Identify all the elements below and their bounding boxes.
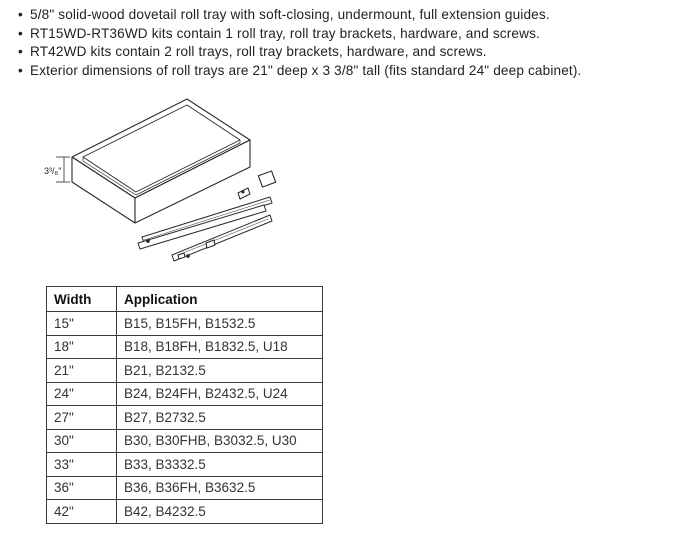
application-cell: B24, B24FH, B2432.5, U24 <box>117 382 323 406</box>
application-table <box>46 286 323 524</box>
table-row <box>47 382 323 406</box>
bullet-icon: • <box>18 44 23 59</box>
width-cell: 36" <box>47 476 117 500</box>
application-cell: B18, B18FH, B1832.5, U18 <box>117 335 323 359</box>
application-cell: B27, B2732.5 <box>117 406 323 430</box>
width-cell: 18" <box>47 335 117 359</box>
bracket <box>258 171 275 187</box>
width-cell: 30" <box>47 429 117 453</box>
width-cell: 33" <box>47 453 117 477</box>
feature-item <box>18 25 581 44</box>
feature-item <box>18 43 581 62</box>
feature-text: RT15WD-RT36WD kits contain 1 roll tray, roll tray brackets, hardware, and screws. <box>30 25 540 41</box>
table-row <box>47 453 323 477</box>
feature-text: Exterior dimensions of roll trays are 21" deep x 3 3/8" tall (fits standard 24" deep cabinet). <box>30 62 582 78</box>
table-row <box>47 500 323 524</box>
feature-text: RT42WD kits contain 2 roll trays, roll tray brackets, hardware, and screws. <box>30 44 487 59</box>
table-header-row <box>47 287 323 312</box>
roll-tray-drawing <box>38 95 288 275</box>
application-cell: B21, B2132.5 <box>117 359 323 383</box>
table-row <box>47 312 323 336</box>
width-cell: 27" <box>47 406 117 430</box>
width-cell: 21" <box>47 359 117 383</box>
width-cell: 15" <box>47 312 117 336</box>
table-row <box>47 406 323 430</box>
table-row <box>47 429 323 453</box>
feature-text: 5/8" solid-wood dovetail roll tray with soft-closing, undermount, full extension guides. <box>30 7 550 22</box>
feature-list <box>18 6 581 80</box>
bullet-icon: • <box>18 25 23 41</box>
table-row <box>47 359 323 383</box>
feature-item <box>18 62 581 81</box>
bullet-icon: • <box>18 62 23 78</box>
bracket-2 <box>238 188 250 199</box>
width-cell: 24" <box>47 382 117 406</box>
width-cell: 42" <box>47 500 117 524</box>
table-row <box>47 335 323 359</box>
application-cell: B42, B4232.5 <box>117 500 323 524</box>
column-header-width: Width <box>47 287 117 312</box>
column-header-application: Application <box>117 287 323 312</box>
table-row <box>47 476 323 500</box>
application-cell: B30, B30FHB, B3032.5, U30 <box>117 429 323 453</box>
application-cell: B15, B15FH, B1532.5 <box>117 312 323 336</box>
application-cell: B33, B3332.5 <box>117 453 323 477</box>
feature-item <box>18 6 581 25</box>
application-cell: B36, B36FH, B3632.5 <box>117 476 323 500</box>
height-dimension-label: 3³/₈" <box>44 166 62 176</box>
bullet-icon: • <box>18 7 23 22</box>
